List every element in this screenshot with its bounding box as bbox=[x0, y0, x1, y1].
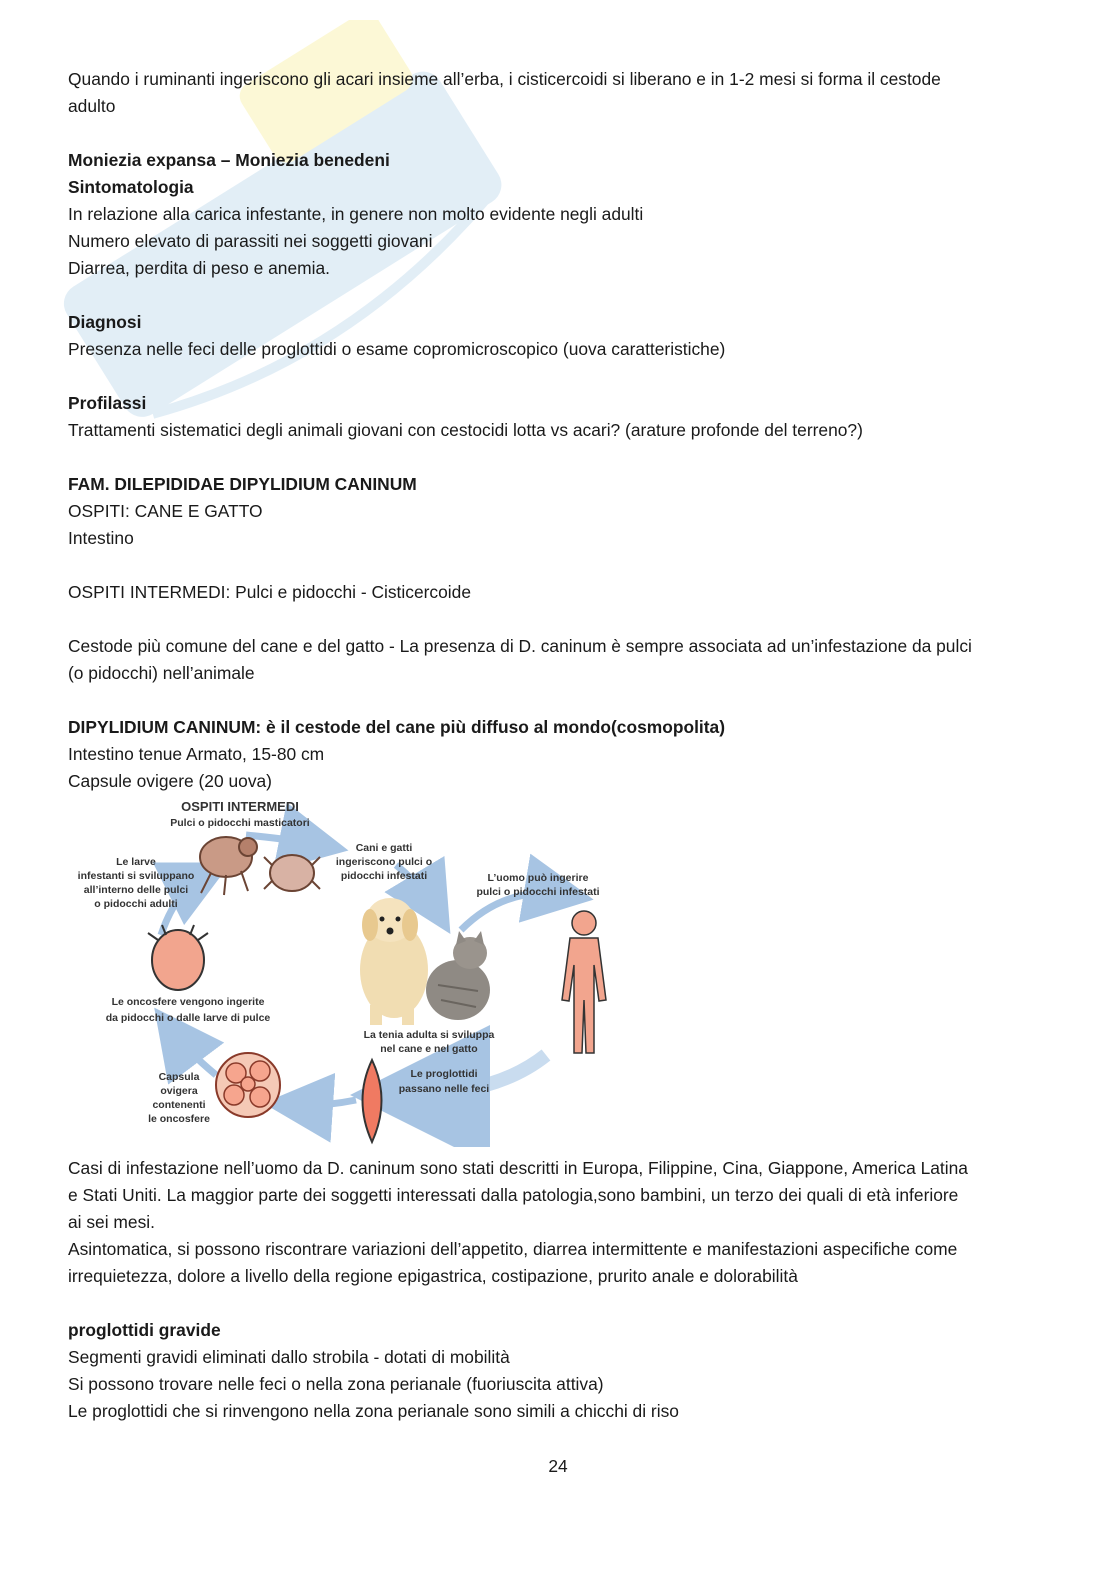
cestode-line-1: Cestode più comune del cane e del gatto - La presenza di D. caninum è sempre associata ad un’infestazione da pulci bbox=[68, 636, 972, 656]
sede-line: Intestino bbox=[68, 528, 134, 548]
human-icon bbox=[562, 911, 606, 1053]
ospiti-intermedi-line: OSPITI INTERMEDI: Pulci e pidocchi - Cisticercoide bbox=[68, 582, 471, 602]
cestode-line-2: (o pidocchi) nell’animale bbox=[68, 663, 255, 683]
diagnosi-text: Presenza nelle feci delle proglottidi o esame copromicroscopico (uova caratteristiche) bbox=[68, 339, 726, 359]
proglottidi-line-1: Segmenti gravidi eliminati dallo strobila - dotati di mobilità bbox=[68, 1347, 510, 1367]
diagnosi-heading: Diagnosi bbox=[68, 312, 142, 332]
proglottidi-heading: proglottidi gravide bbox=[68, 1320, 221, 1340]
label-tenia bbox=[364, 1029, 495, 1055]
sintomatologia-line-1: In relazione alla carica infestante, in genere non molto evidente negli adulti bbox=[68, 204, 644, 224]
proglottidi-line-2: Si possono trovare nelle feci o nella zona perianale (fuoriuscita attiva) bbox=[68, 1374, 604, 1394]
svg-text:nel cane e nel gatto: nel cane e nel gatto bbox=[380, 1043, 478, 1055]
svg-text:ovigera: ovigera bbox=[160, 1085, 198, 1097]
svg-text:ingeriscono pulci o: ingeriscono pulci o bbox=[335, 856, 433, 868]
svg-text:La tenia adulta si sviluppa: La tenia adulta si sviluppa bbox=[363, 1029, 495, 1041]
dipylidium-line-1: Intestino tenue Armato, 15-80 cm bbox=[68, 744, 325, 764]
svg-text:contenenti: contenenti bbox=[152, 1099, 206, 1111]
sintomatologia-line-2: Numero elevato di parassiti nei soggetti giovani bbox=[68, 231, 433, 251]
infestazione-line-3: ai sei mesi. bbox=[68, 1212, 155, 1232]
label-larve bbox=[78, 856, 195, 910]
cycle-arrow-6 bbox=[171, 1030, 216, 1075]
svg-text:L’uomo può ingerire: L’uomo può ingerire bbox=[487, 872, 589, 884]
flea-icon bbox=[200, 837, 257, 895]
intro-line-2: adulto bbox=[68, 96, 116, 116]
dog-icon bbox=[360, 898, 428, 1025]
infestazione-line-1: Casi di infestazione nell’uomo da D. caninum sono stati descritti in Europa, Filippine, Cina, Giappone, America Latina bbox=[68, 1158, 968, 1178]
svg-text:pidocchi infestati: pidocchi infestati bbox=[340, 870, 428, 882]
cycle-arrow-3 bbox=[461, 893, 566, 930]
ospiti-line: OSPITI: CANE E GATTO bbox=[68, 501, 263, 521]
diagram-subtitle: Pulci o pidocchi masticatori bbox=[170, 817, 310, 829]
label-cani bbox=[336, 842, 432, 882]
dipylidium-line-2: Capsule ovigere (20 uova) bbox=[68, 771, 272, 791]
svg-text:infestanti si sviluppano: infestanti si sviluppano bbox=[77, 870, 195, 882]
infestazione-line-5: irrequietezza, dolore a livello della regione epigastrica, costipazione, prurito anale e dolorabilità bbox=[68, 1266, 798, 1286]
label-uomo bbox=[476, 872, 599, 898]
sintomatologia-line-3: Diarrea, perdita di peso e anemia. bbox=[68, 258, 330, 278]
svg-text:Le proglottidi: Le proglottidi bbox=[410, 1068, 478, 1080]
profilassi-heading: Profilassi bbox=[68, 393, 147, 413]
proglottidi-line-3: Le proglottidi che si rinvengono nella zona perianale sono simili a chicchi di riso bbox=[68, 1401, 679, 1421]
intro-line-1: Quando i ruminanti ingeriscono gli acari insieme all’erba, i cisticercoidi si liberano e in 1-2 mesi si forma il cestode bbox=[68, 69, 941, 89]
cycle-arrow-5 bbox=[291, 1100, 356, 1105]
svg-text:le oncosfere: le oncosfere bbox=[148, 1113, 210, 1125]
page-number: 24 bbox=[548, 1456, 568, 1476]
svg-text:Cani e gatti: Cani e gatti bbox=[355, 842, 413, 854]
svg-text:da pidocchi o dalle larve di p: da pidocchi o dalle larve di pulce bbox=[105, 1012, 271, 1024]
egg-capsule-icon bbox=[216, 1053, 280, 1117]
svg-text:o pidocchi adulti: o pidocchi adulti bbox=[94, 898, 178, 910]
louse-icon bbox=[264, 855, 320, 891]
label-capsula bbox=[148, 1071, 210, 1125]
proglottid-icon bbox=[363, 1060, 382, 1142]
cat-icon bbox=[426, 931, 490, 1020]
svg-text:passano nelle feci: passano nelle feci bbox=[398, 1083, 490, 1095]
svg-text:Capsula: Capsula bbox=[158, 1071, 200, 1083]
larva-icon bbox=[148, 925, 208, 990]
diagram-title: OSPITI INTERMEDI bbox=[181, 799, 299, 814]
infestazione-line-2: e Stati Uniti. La maggior parte dei soggetti interessati dalla patologia,sono bambini, un terzo dei quali di età inferiore bbox=[68, 1185, 959, 1205]
svg-text:Le oncosfere vengono ingerite: Le oncosfere vengono ingerite bbox=[111, 996, 265, 1008]
dipylidium-heading: DIPYLIDIUM CANINUM: è il cestode del cane più diffuso al mondo(cosmopolita) bbox=[68, 717, 726, 737]
svg-text:Le larve: Le larve bbox=[116, 856, 156, 868]
profilassi-text: Trattamenti sistematici degli animali giovani con cestocidi lotta vs acari? (arature profonde del terreno?) bbox=[68, 420, 863, 440]
svg-text:pulci o pidocchi infestati: pulci o pidocchi infestati bbox=[476, 886, 600, 898]
life-cycle-diagram bbox=[66, 795, 626, 1147]
svg-text:all’interno delle pulci: all’interno delle pulci bbox=[83, 884, 189, 896]
label-oncosfere bbox=[106, 996, 271, 1024]
sintomatologia-heading: Sintomatologia bbox=[68, 177, 194, 197]
infestazione-line-4: Asintomatica, si possono riscontrare variazioni dell’appetito, diarrea intermittente e manifestazioni aspecifiche come bbox=[68, 1239, 958, 1259]
dilepididae-heading: FAM. DILEPIDIDAE DIPYLIDIUM CANINUM bbox=[68, 474, 417, 494]
moniezia-title: Moniezia expansa – Moniezia benedeni bbox=[68, 150, 390, 170]
